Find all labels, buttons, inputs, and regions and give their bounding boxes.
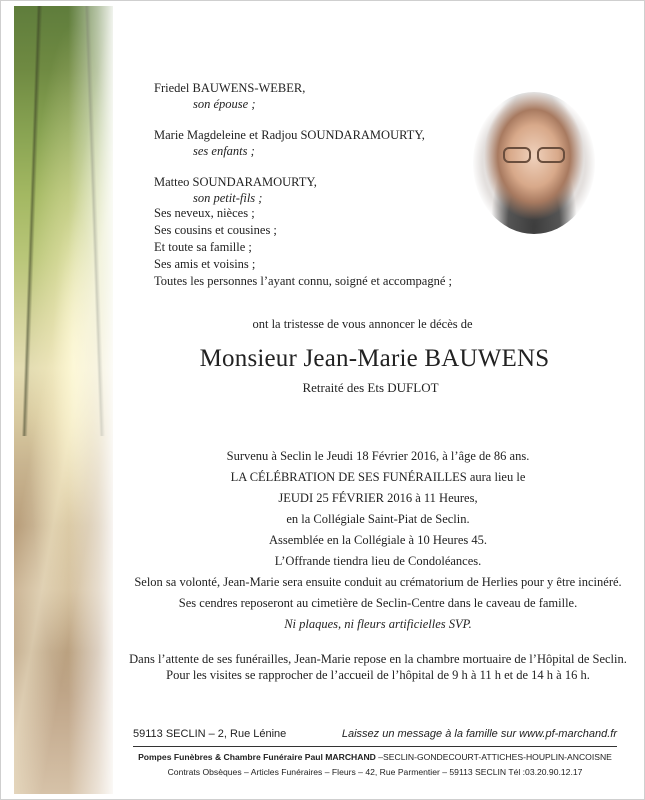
flowers-note: Ni plaques, ni fleurs artificielles SVP. bbox=[284, 617, 472, 631]
footer-services: Contrats Obsèques – Articles Funéraires – Fleurs – 42, Rue Parmentier – 59113 SECLIN Tél :03.20.90.12.17 bbox=[167, 767, 583, 777]
funeral-details bbox=[113, 446, 643, 635]
footer-divider bbox=[133, 746, 617, 747]
visit-line: Dans l’attente de ses funérailles, Jean-Marie repose en la chambre mortuaire de l’Hôpital de Seclin. bbox=[129, 652, 627, 666]
relatives-list bbox=[154, 205, 452, 290]
relatives-line: Ses cousins et cousines ; bbox=[154, 223, 277, 237]
portrait-photo bbox=[473, 92, 595, 234]
footer-company bbox=[133, 752, 617, 762]
visit-line: Pour les visites se rapprocher de l’accueil de l’hôpital de 9 h à 11 h et de 14 h à 16 h. bbox=[166, 668, 590, 682]
detail-line: LA CÉLÉBRATION DE SES FUNÉRAILLES aura lieu le bbox=[230, 470, 526, 484]
relatives-line: Et toute sa famille ; bbox=[154, 240, 252, 254]
deceased-occupation: Retraité des Ets DUFLOT bbox=[302, 380, 439, 395]
detail-line: en la Collégiale Saint-Piat de Seclin. bbox=[286, 512, 470, 526]
family-member-name: Friedel BAUWENS-WEBER, bbox=[154, 81, 306, 95]
glasses-detail bbox=[503, 147, 565, 161]
announcement-intro: ont la tristesse de vous annoncer le décès de bbox=[252, 317, 473, 331]
footer-message-link[interactable]: Laissez un message à la famille sur www.pf-marchand.fr bbox=[341, 728, 617, 740]
company-locations: –SECLIN-GONDECOURT-ATTICHES-HOUPLIN-ANCOISNE bbox=[375, 752, 612, 762]
family-member-role: son épouse ; bbox=[193, 97, 256, 111]
detail-line: Survenu à Seclin le Jeudi 18 Février 2016, à l’âge de 86 ans. bbox=[226, 449, 530, 463]
visit-info bbox=[113, 651, 643, 683]
detail-line: JEUDI 25 FÉVRIER 2016 à 11 Heures, bbox=[278, 491, 478, 505]
family-member-name: Marie Magdeleine et Radjou SOUNDARAMOURTY, bbox=[154, 128, 425, 142]
company-name: Pompes Funèbres & Chambre Funéraire Paul MARCHAND bbox=[138, 752, 376, 762]
deceased-name: Monsieur Jean-Marie BAUWENS bbox=[199, 345, 550, 372]
detail-line: Selon sa volonté, Jean-Marie sera ensuite conduit au crématorium de Herlies pour y être incinéré. bbox=[134, 575, 622, 589]
family-member-name: Matteo SOUNDARAMOURTY, bbox=[154, 175, 317, 189]
detail-line: Assemblée en la Collégiale à 10 Heures 45. bbox=[269, 533, 487, 547]
detail-line: L’Offrande tiendra lieu de Condoléances. bbox=[274, 554, 482, 568]
family-member-role: son petit-fils ; bbox=[193, 191, 263, 205]
family-member-role: ses enfants ; bbox=[193, 144, 255, 158]
relatives-line: Ses amis et voisins ; bbox=[154, 257, 256, 271]
relatives-line: Ses neveux, nièces ; bbox=[154, 206, 255, 220]
footer-address: 59113 SECLIN – 2, Rue Lénine bbox=[133, 728, 287, 740]
relatives-line: Toutes les personnes l’ayant connu, soigné et accompagné ; bbox=[154, 274, 452, 288]
detail-line: Ses cendres reposeront au cimetière de Seclin-Centre dans le caveau de famille. bbox=[178, 596, 578, 610]
family-list bbox=[154, 80, 425, 221]
photo-fade bbox=[14, 6, 113, 794]
